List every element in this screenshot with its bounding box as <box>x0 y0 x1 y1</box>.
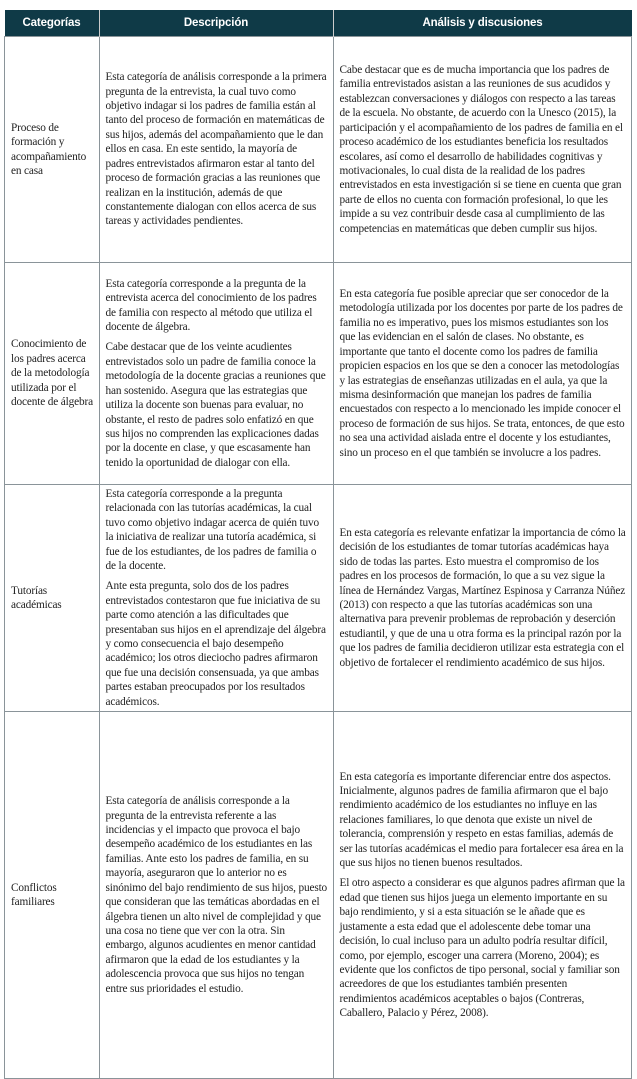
paragraph: Esta categoría de análisis corresponde a la pregunta de la entrevista referente a las incidencias y el impacto que provoca el bajo desempeño académico de los estudiantes en las familias. Ante esto los padres de familia, en su mayoría, aseguraron que lo anterior no es sinónimo del bajo rendimiento de sus hijos, puesto que consideran que las temáticas abordadas en el álgebra tienen un alto nivel de complejidad y que una cosa no tiene que ver con la otra. Sin embargo, algunos acudientes en menor cantidad afirmaron que la edad de los estudiantes y la adolescencia provoca que sus hijos no tengan entre sus prioridades el estudio. <box>105 795 328 995</box>
paragraph: Cabe destacar que es de mucha importancia que los padres de familia entrevistados asistan a las reuniones de sus acudidos y establezcan conversaciones y diálogos con respecto a las tareas de la escuela. No obstante, de acuerdo con la Unesco (2015), la participación y el acompañamiento de los padres de familia en el proceso académico de los estudiantes beneficia los resultados escolares, así como el desarrollo de habilidades cognitivas y motivacionales, lo cual dista de la realidad de los padres entrevistados en esta investigación si se tiene en cuenta que gran parte de ellos no cuenta con formación profesional, lo que les impide a su vez contribuir desde casa al cumplimiento de las competencias en matemáticas que deben cumplir sus hijos. <box>339 64 623 235</box>
paragraph: Esta categoría corresponde a la pregunta relacionada con las tutorías académicas, la cual tuvo como objetivo indagar acerca de quién tuvo la iniciativa de realizar una tutoría académica, si fue de los estudiantes, de los padres de familia o de la docente. <box>105 488 319 573</box>
paragraph: En esta categoría fue posible apreciar que ser conocedor de la metodología utilizada por los docentes por parte de los padres de familia no es imperativo, pues los mismos estudiantes son los que las evidencian en el salón de clases. No obstante, es importante que tanto el docente como los padres de familia propicien espacios en los que se den a conocer las metodologías y las estrategias de enseñanzas utilizadas en el aula, ya que la misma desinformación que manejan los padres de familia encuestados con respecto a lo mencionado les impide conocer el proceso de formación de sus hijos. Se trata, entonces, de que esto no sea una actividad aislada entre el docente y los estudiantes, sino un proceso en el que también se involucre a los padres. <box>339 288 625 459</box>
table-row <box>5 37 632 263</box>
header-categorias: Categorías <box>5 10 100 37</box>
paragraph: En esta categoría es relevante enfatizar la importancia de cómo la decisión de los estudiantes de tomar tutorías académicas haya sido de todas las partes. Esto muestra el compromiso de los padres en los procesos de formación, lo que a su vez sigue la línea de Hernández Vargas, Martínez Espinosa y Carranza Núñez (2013) con respecto a que las tutorías académicas son una alternativa para prevenir problemas de reprobación y deserción estudiantil, y que de una u otra forma es la principal razón por la que los padres de familia decidieron utilizar esta estrategia con el objetivo de fortalecer el rendimiento académico de sus hijos. <box>339 527 626 669</box>
description-cell <box>99 37 333 263</box>
table-row <box>5 263 632 485</box>
header-descripcion: Descripción <box>99 10 333 37</box>
paragraph: El otro aspecto a considerar es que algunos padres afirman que la edad que tienen sus hijos juega un elemento importante en su bajo rendimiento, y si a esta situación se le añade que es justamente a esta edad que el adolescente debe tomar una decisión, lo cual incluso para un adulto podría resultar difícil, como, por ejemplo, escoger una carrera (Moreno, 2004); es evidente que los confictos de tipo personal, social y familiar son acreedores de que los estudiantes también presenten rendimientos académicos aceptables o bajos (Contreras, Caballero, Palacio y Pérez, 2008). <box>339 877 625 1020</box>
header-analisis: Análisis y discusiones <box>333 10 632 37</box>
description-cell <box>99 263 333 485</box>
analysis-cell <box>333 263 632 485</box>
description-cell <box>99 485 333 712</box>
category-cell: Conflictos familiares <box>5 712 100 1079</box>
paragraph: Esta categoría de análisis corresponde a la primera pregunta de la entrevista, la cual tuvo como objetivo indagar si los padres de familia están al tanto del proceso de formación en matemáticas de sus hijos, además del acompañamiento que le dan ellos en casa. En este sentido, la mayoría de padres entrevistados afirmaron estar al tanto del proceso de formación gracias a las reuniones que realizan en la institución, además de que constantemente dialogan con ellos acerca de sus tareas y actividades pendientes. <box>105 71 327 228</box>
analysis-cell <box>333 712 632 1079</box>
paragraph: Ante esta pregunta, solo dos de los padres entrevistados contestaron que fue iniciativa de su parte como atención a las dificultades que presentaban sus hijos en el aprendizaje del álgebra y como consecuencia el bajo desempeño académico; los otros dieciocho padres afirmaron que fue una decisión consensuada, ya que ambas partes estaban preocupados por los resultados académicos. <box>105 580 326 708</box>
paragraph: Esta categoría corresponde a la pregunta de la entrevista acerca del conocimiento de los padres de familia con respecto al método que utiliza el docente de álgebra. <box>105 277 317 334</box>
category-cell: Tutorías académicas <box>5 485 100 712</box>
description-cell <box>99 712 333 1079</box>
analysis-cell <box>333 37 632 263</box>
paragraph: En esta categoría es importante diferenciar entre dos aspectos. Inicialmente, algunos padres de familia afirmaron que el bajo rendimiento académico de los estudiantes no influye en las relaciones familiares, lo que denota que existe un nivel de tolerancia, comprensión y respeto en estas familias, además de ser las tutorías académicas el medio para fortalecer esa área en la que sus hijos no tienen buenos resultados. <box>339 770 624 870</box>
table-row <box>5 712 632 1079</box>
table-row <box>5 485 632 712</box>
category-cell: Proceso de formación y acompañamiento en casa <box>5 37 100 263</box>
category-cell: Conocimiento de los padres acerca de la metodología utilizada por el docente de álgebra <box>5 263 100 485</box>
paragraph: Cabe destacar que de los veinte acudientes entrevistados solo un padre de familia conoce la metodología de la docente gracias a reuniones que han sostenido. Asegura que las estrategias que utiliza la docente son buenas para evaluar, no obstante, el resto de padres solo enfatizó en que sus hijos no comprenden las explicaciones dadas por la docente en clase, y que escasamente han tenido la oportunidad de dialogar con ella. <box>105 341 326 469</box>
results-table <box>4 10 632 1079</box>
table-header-row <box>5 10 632 37</box>
analysis-cell <box>333 485 632 712</box>
